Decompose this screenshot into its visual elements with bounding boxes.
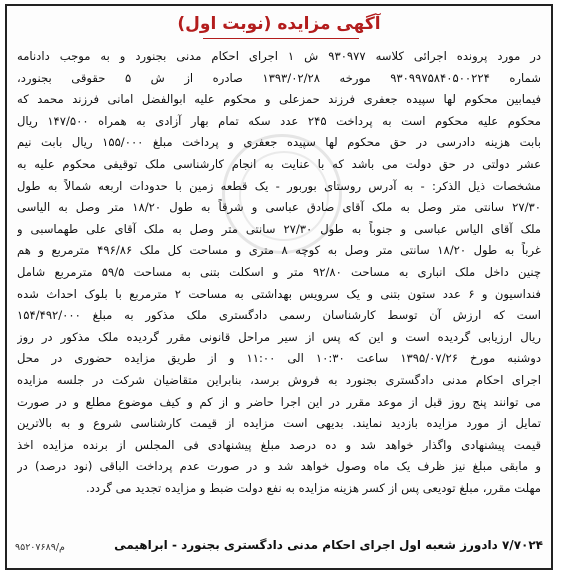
body-line: مهلت مقرر، مبلغ تودیعی پس از کسر هزینه مزایده به نفع دولت ضبط و مزایده تجدید می گردد. [85,480,541,495]
body-line: غرباً به طول ۱۸/۲۰ سانتی متر وصل به کوچه ۸ متری و مساحت کل ملک ۴۹۶/۸۶ مترمربع و هم [17,243,541,258]
body-line: بابت هزینه دادرسی در حق محکوم لها سپیده جعفری و پرداخت مبلغ ۱۵۵/۰۰۰ ریال بابت نیم [17,135,541,150]
body-line: است که ارزش آن توسط کارشناسان رسمی دادگستری ملک مذکور به مبلغ ۱۵۴/۴۹۲/۰۰۰ [17,308,541,323]
auction-notice [5,4,553,570]
body-line: می توانند پنج روز قبل از موعد مقرر در این اجرا حاضر و از کم و کیف موضوع مطلع و در صورت [17,394,541,409]
body-line: فیمابین محکوم لها سپیده جعفری فرزند حمزعلی و محکوم علیه ابوالفضل امانی فرزند محمد که [17,92,541,107]
body-line: چنین داخل ملک انباری به مساحت ۹۲/۸۰ متر و اسکلت بتنی به مساحت ۵۹/۵ مترمربع شامل [17,264,541,279]
notice-footer [15,538,543,562]
body-line: قیمت پیشنهادی واگذار خواهد شد و ده درصد مبلغ پیشنهادی فی المجلس از برنده مزایده اخذ [17,437,541,452]
notice-title: آگهی مزایده (نوبت اول) [177,14,381,34]
body-line: عشر دولتی در حق دولت می باشد که با عنایت به انجام کارشناسی ملک توقیفی محکوم علیه به [17,156,541,171]
body-line: و مابقی مبلغ نیز ظرف یک ماه وصول خواهد شد و در صورت عدم پرداخت الباقی (نود درصد) در [17,459,541,474]
body-line: دوشنبه مورخ ۱۳۹۵/۰۷/۲۶ ساعت ۱۰:۳۰ الی ۱۱:۰۰ و از طریق مزایده حضوری در محل [17,351,541,366]
body-line: ریال ارزیابی گردیده است و این که پس از سیر مراحل قانونی مقرر گردیده ملک مذکور در روز [17,329,541,344]
body-line: شماره ۹۳۰۹۹۷۵۸۴۰۵۰۰۲۲۴ مورخه ۱۳۹۳/۰۲/۲۸ صادره از ش ۵ حقوقی بجنورد، [17,70,541,85]
body-line: در مورد پرونده اجرائی کلاسه ۹۳۰۹۷۷ ش ۱ اجرای احکام مدنی بجنورد و به موجب دادنامه [17,49,541,63]
body-line: ۲۷/۳۰ سانتی متر وصل به ملک آقای صادق عباسی و شرقاً به طول ۱۸/۲۰ متر وصل به الیاسی [17,200,541,215]
body-line: تمایل از مورد مزایده بازدید نمایند. بدیهی است مزایده از قیمت کارشناسی شروع و به بالاترین [17,416,541,431]
body-line: فنداسیون و ۶ عدد ستون بتنی و یک سرویس بهداشتی به مساحت ۲ مترمربع با بلوک احداث شده [17,286,541,301]
title-underline [203,38,359,39]
body-line: مشخصات ذیل الذکر: - به آدرس روستای بوربور - یک قطعه زمین با حدودات اربعه شمالاً به طول [17,178,541,193]
notice-body [17,46,541,499]
notice-code: م/۹۵۲۰۷۶۸۹ [15,542,65,553]
body-line: اجرای احکام مدنی دادگستری بجنورد به فروش برسد، بنابراین متقاضیان شرکت در جلسه مزایده [17,372,541,387]
body-line: ملک آقای الیاس عباسی و جنوباً به طول ۲۷/۳۰ سانتی متر وصل به ملک آقای علی طهماسبی و [17,221,541,236]
signature-line: ۷/۷۰۲۴ دادورز شعبه اول اجرای احکام مدنی دادگستری بجنورد - ابراهیمی [114,538,543,552]
body-line: محکوم علیه محکوم است به پرداخت ۲۴۵ عدد سکه تمام بهار آزادی به همراه ۱۴۷/۵۰۰ ریال [17,113,541,128]
